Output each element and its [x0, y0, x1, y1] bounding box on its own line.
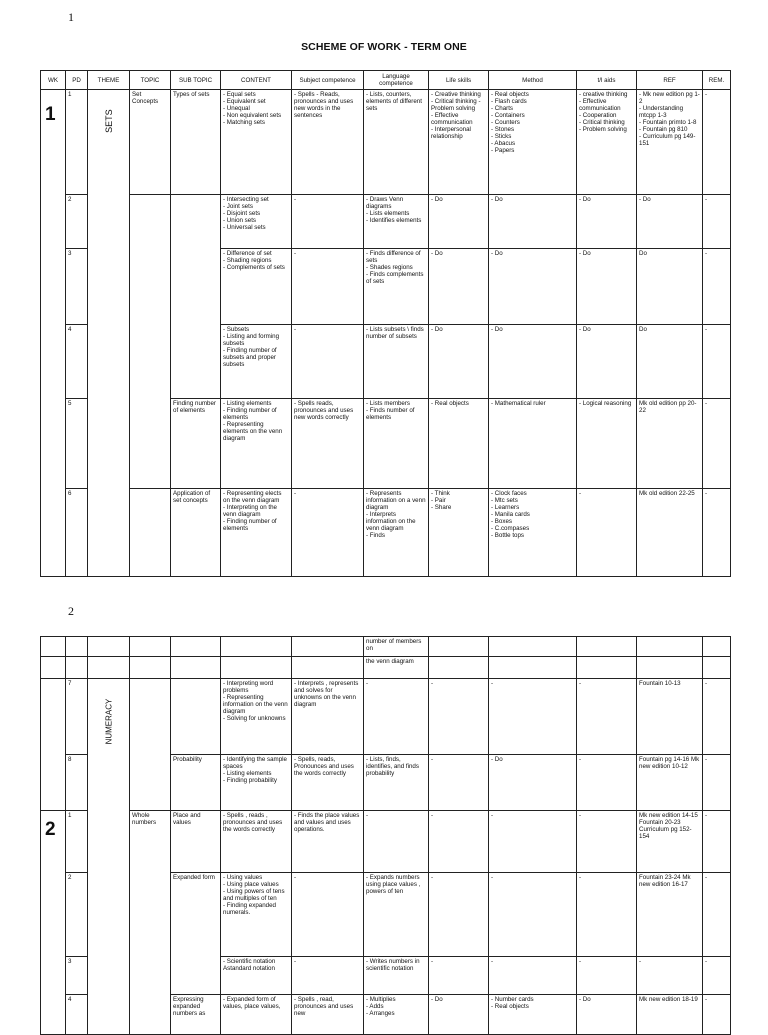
- language-competence-cell: [364, 399, 429, 489]
- content-cell: [221, 755, 292, 811]
- content-cell: [221, 399, 292, 489]
- list-item: - Finding number of elements: [223, 518, 277, 532]
- list-item: - Identifies elements: [366, 217, 422, 224]
- scheme-table-page1: [40, 70, 731, 577]
- remarks-cell: -: [703, 325, 731, 399]
- list-item: - Intersecting set: [223, 196, 269, 203]
- list-item: - Arranges: [366, 1010, 395, 1017]
- header-pd: PD: [66, 71, 88, 90]
- period-cell: 5: [66, 399, 88, 489]
- list-item: - Finds number of elements: [366, 407, 415, 421]
- content-cell: [221, 679, 292, 755]
- list-item: - Listing elements: [223, 770, 272, 777]
- list-item: - Interpersonal relationship: [431, 126, 471, 140]
- theme-cell: [88, 679, 130, 1035]
- list-item: - Effective communication: [579, 98, 621, 112]
- list-item: - Matching sets: [223, 119, 265, 126]
- page-number: 1: [68, 10, 74, 24]
- method-cell: -: [489, 873, 577, 957]
- list-item: - Shading regions: [223, 257, 272, 264]
- ref-cell: Mk new edition 14-15 Fountain 20-23 Curriculum pg 152-154: [637, 811, 703, 873]
- table-row: [41, 489, 731, 577]
- subtopic-cell: Expressing expanded numbers as: [171, 995, 221, 1035]
- list-item: - Listing and forming subsets: [223, 333, 280, 347]
- table-row: [41, 657, 731, 679]
- ref-cell: Do: [637, 249, 703, 325]
- list-item: - Manila cards: [491, 511, 530, 518]
- list-item: - Real objects: [491, 91, 529, 98]
- aids-cell: - Do: [577, 195, 637, 249]
- remarks-cell: -: [703, 90, 731, 195]
- subtopic-cell: Expanded form: [171, 873, 221, 995]
- method-cell: - Do: [489, 195, 577, 249]
- list-item: - Fountain pg 810: [639, 126, 688, 133]
- period-cell: 4: [66, 325, 88, 399]
- list-item: - Papers: [491, 147, 515, 154]
- method-cell: -: [489, 679, 577, 755]
- language-competence-cell: number of members on: [364, 637, 429, 657]
- list-item: Astandard notation: [223, 965, 275, 972]
- list-item: - Abacus: [491, 140, 516, 147]
- list-item: - Using values: [223, 874, 263, 881]
- language-competence-cell: -: [364, 679, 429, 755]
- period-cell: 8: [66, 755, 88, 811]
- list-item: - Effective communication: [431, 112, 473, 126]
- period-cell: 1: [66, 811, 88, 873]
- aids-cell: - Do: [577, 995, 637, 1035]
- list-item: - Disjoint sets: [223, 210, 261, 217]
- aids-cell: - Do: [577, 325, 637, 399]
- list-item: - Bottle tops: [491, 532, 525, 539]
- life-skills-cell: -: [429, 957, 489, 995]
- list-item: - Difference of set: [223, 250, 272, 257]
- period-cell: 3: [66, 957, 88, 995]
- list-item: - Complements of sets: [223, 264, 285, 271]
- list-item: - Representing information on the venn diagram: [223, 694, 288, 715]
- content-cell: - Expanded form of values, place values,: [221, 995, 292, 1035]
- aids-cell: -: [577, 755, 637, 811]
- subject-competence-cell: -: [292, 249, 364, 325]
- list-item: - Curriculum pg 149-151: [639, 133, 696, 147]
- period-cell: 7: [66, 679, 88, 755]
- language-competence-cell: [364, 195, 429, 249]
- ref-cell: - Do: [637, 195, 703, 249]
- method-cell: -: [489, 811, 577, 873]
- period-cell: 6: [66, 489, 88, 577]
- subtopic-cell: Probability: [171, 755, 221, 811]
- content-cell: [221, 195, 292, 249]
- language-competence-cell: - Lists subsets \ finds number of subsets: [364, 325, 429, 399]
- list-item: - Shades regions: [366, 264, 413, 271]
- list-item: - Scientific notation: [223, 958, 276, 965]
- language-competence-cell: [364, 995, 429, 1035]
- table-row: [41, 811, 731, 873]
- list-item: - Finding number of subsets and proper subsets: [223, 347, 277, 368]
- list-item: - Adds: [366, 1003, 384, 1010]
- method-cell: [489, 995, 577, 1035]
- remarks-cell: -: [703, 679, 731, 755]
- subject-competence-cell: - Interprets , represents and solves for unknowns on the venn diagram: [292, 679, 364, 755]
- life-skills-cell: [429, 489, 489, 577]
- list-item: - Stones: [491, 126, 515, 133]
- topic-cell: [130, 489, 171, 577]
- list-item: - Representing elements on the venn diagram: [223, 421, 283, 442]
- list-item: - Identifying the sample spaces: [223, 756, 287, 770]
- aids-cell: -: [577, 489, 637, 577]
- list-item: - Problem solving: [579, 126, 627, 133]
- language-competence-cell: [364, 249, 429, 325]
- subtopic-cell: Place and values: [171, 811, 221, 873]
- content-cell: [221, 489, 292, 577]
- table-row: [41, 679, 731, 755]
- list-item: - Using powers of tens and multiples of ten: [223, 888, 285, 902]
- list-item: - Clock faces: [491, 490, 527, 497]
- content-cell: [221, 90, 292, 195]
- ref-cell: [637, 90, 703, 195]
- list-item: - Containers: [491, 112, 525, 119]
- list-item: - Using place values: [223, 881, 279, 888]
- list-item: - Unequal: [223, 105, 250, 112]
- subtopic-cell: Types of sets: [171, 90, 221, 195]
- aids-cell: [577, 90, 637, 195]
- subject-competence-cell: -: [292, 957, 364, 995]
- period-cell: 2: [66, 873, 88, 957]
- list-item: - Finding number of elements: [223, 407, 277, 421]
- table-row: [41, 195, 731, 249]
- period-cell: 4: [66, 995, 88, 1035]
- subtopic-cell: Finding number of elements: [171, 399, 221, 489]
- method-cell: - Do: [489, 325, 577, 399]
- list-item: - Interpreting on the venn diagram: [223, 504, 278, 518]
- week-number: 2: [41, 811, 66, 1035]
- list-item: - Flash cards: [491, 98, 527, 105]
- life-skills-cell: -: [429, 755, 489, 811]
- remarks-cell: -: [703, 399, 731, 489]
- list-item: - Joint sets: [223, 203, 253, 210]
- header-subject-competence: Subject competence: [292, 71, 364, 90]
- period-cell: 2: [66, 195, 88, 249]
- list-item: - Fountain primto 1-8: [639, 119, 697, 126]
- list-item: - Non equivalent sets: [223, 112, 282, 119]
- list-item: - Critical thinking - Problem solving: [431, 98, 481, 112]
- list-item: - C.compases: [491, 525, 530, 532]
- list-item: - Cooperation: [579, 112, 617, 119]
- header-theme: THEME: [88, 71, 130, 90]
- list-item: - Represents information on a venn diagram: [366, 490, 426, 511]
- ref-cell: Fountain 10-13: [637, 679, 703, 755]
- subject-competence-cell: -: [292, 489, 364, 577]
- list-item: - Critical thinking: [579, 119, 625, 126]
- aids-cell: -: [577, 811, 637, 873]
- subject-competence-cell: -: [292, 325, 364, 399]
- list-item: - Creative thinking: [431, 91, 481, 98]
- theme-label: SETS: [103, 109, 114, 133]
- list-item: - Finds complements of sets: [366, 271, 424, 285]
- remarks-cell: -: [703, 249, 731, 325]
- language-competence-cell: - Lists, counters, elements of different sets: [364, 90, 429, 195]
- list-item: - Mk new edition pg 1-2: [639, 91, 700, 105]
- subtopic-cell: Application of set concepts: [171, 489, 221, 577]
- method-cell: -: [489, 957, 577, 995]
- life-skills-cell: - Do: [429, 249, 489, 325]
- list-item: - Learners: [491, 504, 520, 511]
- ref-cell: Mk old edition 22-25: [637, 489, 703, 577]
- header-language-competence: Language competence: [364, 71, 429, 90]
- ref-cell: Fountain pg 14-16 Mk new edition 10-12: [637, 755, 703, 811]
- table-row: [41, 637, 731, 657]
- list-item: - Universal sets: [223, 224, 266, 231]
- list-item: - Union sets: [223, 217, 257, 224]
- list-item: - Listing elements: [223, 400, 272, 407]
- list-item: - Lists elements: [366, 210, 410, 217]
- list-item: - Boxes: [491, 518, 512, 525]
- list-item: - Finds: [366, 532, 385, 539]
- header-subtopic: SUB TOPIC: [171, 71, 221, 90]
- list-item: - Representing elects on the venn diagram: [223, 490, 282, 504]
- ref-cell: Mk new edition 18-19: [637, 995, 703, 1035]
- content-cell: [221, 873, 292, 957]
- aids-cell: -: [577, 873, 637, 957]
- list-item: - Share: [431, 504, 452, 511]
- header-topic: TOPIC: [130, 71, 171, 90]
- header-aids: t/l aids: [577, 71, 637, 90]
- theme-label: NUMERACY: [103, 698, 113, 745]
- language-competence-cell: - Lists, finds, identifies, and finds probability: [364, 755, 429, 811]
- language-competence-cell: - Expands numbers using place values , powers of ten: [364, 873, 429, 957]
- list-item: - Multiplies: [366, 996, 396, 1003]
- page-number: 2: [68, 604, 74, 618]
- subject-competence-cell: - Spells - Reads, pronounces and uses new words in the sentences: [292, 90, 364, 195]
- remarks-cell: -: [703, 873, 731, 957]
- period-cell: 3: [66, 249, 88, 325]
- content-cell: [221, 957, 292, 995]
- scheme-table-page2: [40, 636, 731, 1035]
- remarks-cell: -: [703, 957, 731, 995]
- list-item: - Mtc sets: [491, 497, 518, 504]
- ref-cell: Fountain 23-24 Mk new edition 16-17: [637, 873, 703, 957]
- list-item: - Think: [431, 490, 450, 497]
- language-competence-cell: -: [364, 811, 429, 873]
- life-skills-cell: - Do: [429, 195, 489, 249]
- subtopic-cell: [171, 195, 221, 399]
- list-item: - Draws Venn diagrams: [366, 196, 404, 210]
- list-item: - Sticks: [491, 133, 512, 140]
- list-item: - Interpreting word problems: [223, 680, 274, 694]
- list-item: - Subsets: [223, 326, 250, 333]
- language-competence-cell: the venn diagram: [364, 657, 429, 679]
- content-cell: - Spells , reads , pronounces and uses the words correctly: [221, 811, 292, 873]
- life-skills-cell: - Do: [429, 995, 489, 1035]
- topic-cell: Whole numbers: [130, 811, 171, 1035]
- subject-competence-cell: - Spells reads, pronounces and uses new words correctly: [292, 399, 364, 489]
- period-cell: 1: [66, 90, 88, 195]
- content-cell: [221, 249, 292, 325]
- aids-cell: -: [577, 957, 637, 995]
- life-skills-cell: -: [429, 811, 489, 873]
- topic-cell: Set Concepts: [130, 90, 171, 195]
- aids-cell: - Do: [577, 249, 637, 325]
- list-item: - Lists members: [366, 400, 411, 407]
- theme-cell: [88, 90, 130, 577]
- method-cell: [489, 489, 577, 577]
- remarks-cell: -: [703, 995, 731, 1035]
- method-cell: [489, 90, 577, 195]
- life-skills-cell: [429, 90, 489, 195]
- header-content: CONTENT: [221, 71, 292, 90]
- subject-competence-cell: - Spells , read, pronounces and uses new: [292, 995, 364, 1035]
- list-item: - Charts: [491, 105, 514, 112]
- list-item: - Counters: [491, 119, 520, 126]
- method-cell: - Do: [489, 249, 577, 325]
- life-skills-cell: -: [429, 679, 489, 755]
- subject-competence-cell: - Spells, reads, Pronounces and uses the words correctly: [292, 755, 364, 811]
- list-item: - creative thinking: [579, 91, 628, 98]
- aids-cell: -: [577, 679, 637, 755]
- subject-competence-cell: -: [292, 873, 364, 957]
- topic-cell: [130, 195, 171, 489]
- header-life-skills: Life skills: [429, 71, 489, 90]
- remarks-cell: -: [703, 489, 731, 577]
- remarks-cell: -: [703, 195, 731, 249]
- list-item: - Finds difference of sets: [366, 250, 421, 264]
- list-item: - Interprets information on the venn diagram: [366, 511, 416, 532]
- remarks-cell: -: [703, 755, 731, 811]
- list-item: - Pair: [431, 497, 446, 504]
- ref-cell: Do: [637, 325, 703, 399]
- list-item: - Understanding mtcpp 1-3: [639, 105, 684, 119]
- subject-competence-cell: -: [292, 195, 364, 249]
- list-item: - Equal sets: [223, 91, 256, 98]
- language-competence-cell: - Writes numbers in scientific notation: [364, 957, 429, 995]
- aids-cell: - Logical reasoning: [577, 399, 637, 489]
- ref-cell: Mk old edition pp 20-22: [637, 399, 703, 489]
- week-number: 1: [41, 90, 66, 577]
- life-skills-cell: - Do: [429, 325, 489, 399]
- content-cell: [221, 325, 292, 399]
- list-item: - Solving for unknowns: [223, 715, 286, 722]
- header-method: Method: [489, 71, 577, 90]
- table-row: [41, 90, 731, 195]
- list-item: - Finding probability: [223, 777, 277, 784]
- life-skills-cell: - Real objects: [429, 399, 489, 489]
- list-item: - Equivalent set: [223, 98, 266, 105]
- method-cell: - Do: [489, 755, 577, 811]
- life-skills-cell: -: [429, 873, 489, 957]
- header-wk: WK: [41, 71, 66, 90]
- list-item: - Number cards: [491, 996, 534, 1003]
- subject-competence-cell: - Finds the place values and values and uses operations.: [292, 811, 364, 873]
- page-title: SCHEME OF WORK - TERM ONE: [301, 41, 467, 53]
- remarks-cell: -: [703, 811, 731, 873]
- list-item: - Real objects: [491, 1003, 529, 1010]
- ref-cell: -: [637, 957, 703, 995]
- header-row: [41, 71, 731, 90]
- list-item: - Finding expanded numerals.: [223, 902, 276, 916]
- header-ref: REF: [637, 71, 703, 90]
- language-competence-cell: [364, 489, 429, 577]
- method-cell: - Mathematical ruler: [489, 399, 577, 489]
- header-rem: REM.: [703, 71, 731, 90]
